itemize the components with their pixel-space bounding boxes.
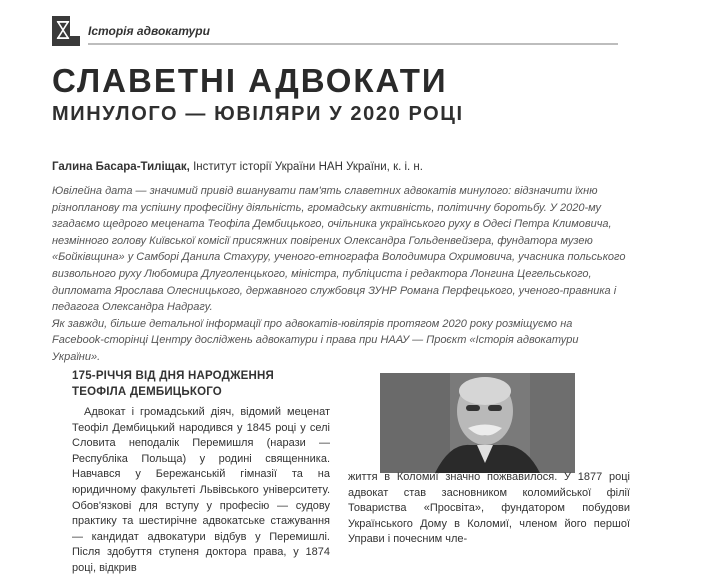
portrait-photo: [380, 373, 575, 473]
article-abstract: [52, 183, 627, 366]
abstract-paragraph: Як завжди, більше детальної інформації про адвокатів-ювілярів протягом 2020 року розміщуємо на Facebook-сторінці Центру досліджень адвокатури і права при НААУ — Проєкт «Історія адвокатури України».: [52, 317, 579, 363]
header-divider: [88, 43, 618, 45]
hourglass-logo-icon: [52, 16, 80, 46]
section-heading: 175-РІЧЧЯ ВІД ДНЯ НАРОДЖЕННЯ ТЕОФІЛА ДЕМБИЦЬКОГО: [72, 370, 275, 398]
abstract-paragraph: Ювілейна дата — значимий привід вшанувати пам'ять славетних адвокатів минулого: відзначити їхню різнопланову та успішну професійну діяльність, громадську активність, політичну боротьбу. У 2020-му згадаємо щедрого мецената Теофіла Дембицького, очільника українського руху в Одесі Петра Климовича, незмінного голову Київської комісії присяжних повірених Олександра Гольденвейзера, фундатора музею «Бойківщина» у Самборі Данила Стахуру, ученого-етнографа Володимира Охримовича, учасника польського визвольного руху Любомира Длуголенцького, міністра, публіциста і редактора Лонгина Цегельського, дипломата Ярослава Олесницького, державного службовця ЗУНР Романа Перфецького, ученого-правника і педагога Олександра Надрагу.: [52, 185, 626, 314]
section-header: [52, 16, 618, 48]
article-subtitle: МИНУЛОГО — ЮВІЛЯРИ У 2020 РОЦІ: [52, 103, 464, 125]
section-body-text: Адвокат і громадський діяч, відомий меценат Теофіл Дембицький народився у 1845 році у селі Словита неподалік Перемишля (нарази — Республіка Польща) у родині священника. Навчався у Бережанській гімназії та на юридичному факультеті Львівського університету. Обов'язкові для вступу у професію — судову практику та шестирічне адвокатське стажування — кандидат адвокатури відбув у Перемишлі. Після здобуття ступеня доктора права, у 1874 році, відкрив: [72, 406, 330, 574]
author-affiliation: Інститут історії України НАН України, к. і. н.: [189, 161, 423, 173]
section-label: Історія адвокатури: [88, 24, 210, 38]
right-column-text: життя в Коломиї значно пожвавилося. У 1877 році адвокат став засновником коломийської філії Товариства «Просвіта», фундатором побудови Українського Дому в Коломиї, членом його першої Управи і почесним чле-: [348, 471, 630, 546]
left-column: [72, 368, 330, 577]
article-title: СЛАВЕТНІ АДВОКАТИ: [52, 62, 448, 99]
author-line: [52, 161, 423, 173]
right-column: [348, 470, 630, 548]
author-name: Галина Басара-Тиліщак,: [52, 161, 190, 173]
